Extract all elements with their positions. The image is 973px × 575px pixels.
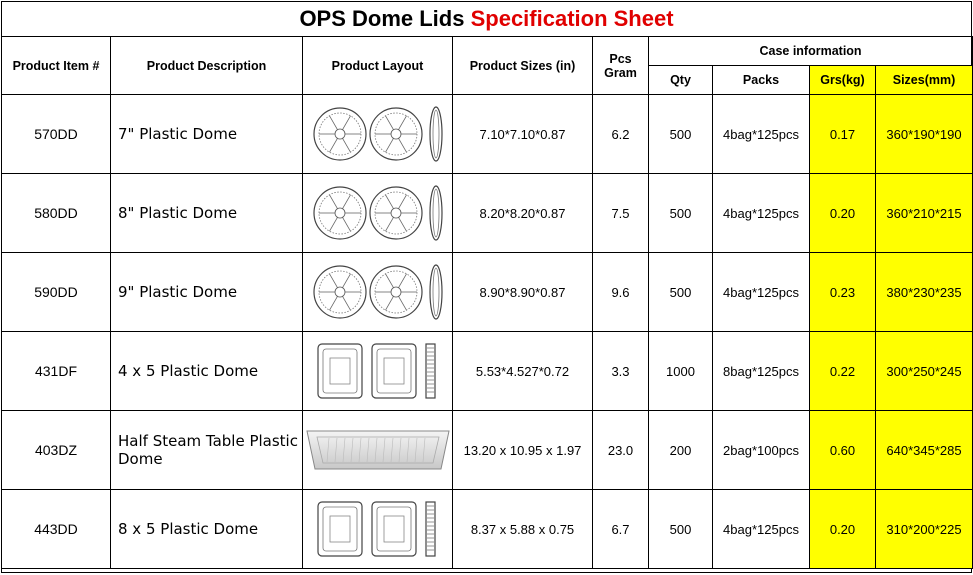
header-item: Product Item #: [2, 37, 111, 95]
case-packs: 8bag*125pcs: [713, 332, 810, 411]
page-title: [2, 2, 971, 37]
header-layout: Product Layout: [303, 37, 453, 95]
pcs-gram: 6.7: [593, 490, 649, 569]
product-sizes: 5.53*4.527*0.72: [453, 332, 593, 411]
product-item: 590DD: [2, 253, 111, 332]
case-grs: 0.23: [810, 253, 876, 332]
product-item: 403DZ: [2, 411, 111, 490]
case-grs: 0.17: [810, 95, 876, 174]
case-sizes-mm: 360*210*215: [876, 174, 973, 253]
product-layout: [303, 411, 453, 490]
product-layout: [303, 174, 453, 253]
case-sizes-mm: 640*345*285: [876, 411, 973, 490]
round-dome-icon: [305, 99, 450, 169]
product-description: Half Steam Table Plastic Dome: [111, 411, 303, 490]
case-packs: 4bag*125pcs: [713, 253, 810, 332]
product-item: 570DD: [2, 95, 111, 174]
pcs-gram: 7.5: [593, 174, 649, 253]
case-sizes-mm: 310*200*225: [876, 490, 973, 569]
case-packs: 4bag*125pcs: [713, 490, 810, 569]
product-sizes: 7.10*7.10*0.87: [453, 95, 593, 174]
header-pcs-gram: Pcs Gram: [593, 37, 649, 95]
case-grs: 0.20: [810, 490, 876, 569]
pcs-gram: 6.2: [593, 95, 649, 174]
case-sizes-mm: 300*250*245: [876, 332, 973, 411]
round-dome-icon: [305, 257, 450, 327]
header-sizes: Product Sizes (in): [453, 37, 593, 95]
case-grs: 0.60: [810, 411, 876, 490]
product-sizes: 8.37 x 5.88 x 0.75: [453, 490, 593, 569]
pcs-gram: 3.3: [593, 332, 649, 411]
product-item: 431DF: [2, 332, 111, 411]
table-row: [2, 490, 973, 569]
case-qty: 200: [649, 411, 713, 490]
product-description: 4 x 5 Plastic Dome: [111, 332, 303, 411]
header-packs: Packs: [713, 66, 810, 95]
case-packs: 4bag*125pcs: [713, 95, 810, 174]
table-row: [2, 332, 973, 411]
table-row: [2, 411, 973, 490]
product-layout: [303, 332, 453, 411]
product-description: 8" Plastic Dome: [111, 174, 303, 253]
product-item: 443DD: [2, 490, 111, 569]
spec-table: [1, 36, 973, 569]
case-qty: 500: [649, 490, 713, 569]
product-description: 8 x 5 Plastic Dome: [111, 490, 303, 569]
product-layout: [303, 253, 453, 332]
case-qty: 500: [649, 253, 713, 332]
case-sizes-mm: 360*190*190: [876, 95, 973, 174]
product-sizes: 8.90*8.90*0.87: [453, 253, 593, 332]
pcs-gram: 9.6: [593, 253, 649, 332]
product-description: 7" Plastic Dome: [111, 95, 303, 174]
header-qty: Qty: [649, 66, 713, 95]
product-description: 9" Plastic Dome: [111, 253, 303, 332]
case-qty: 1000: [649, 332, 713, 411]
pcs-gram: 23.0: [593, 411, 649, 490]
case-packs: 4bag*125pcs: [713, 174, 810, 253]
title-main: OPS Dome Lids: [299, 6, 471, 31]
header-case-info: Case information: [649, 37, 973, 66]
header-description: Product Description: [111, 37, 303, 95]
product-layout: [303, 95, 453, 174]
header-grs: Grs(kg): [810, 66, 876, 95]
spec-sheet: [1, 1, 972, 573]
table-row: [2, 95, 973, 174]
rect-dome-icon: [305, 494, 450, 564]
case-qty: 500: [649, 174, 713, 253]
round-dome-icon: [305, 178, 450, 248]
table-row: [2, 253, 973, 332]
product-layout: [303, 490, 453, 569]
product-item: 580DD: [2, 174, 111, 253]
case-qty: 500: [649, 95, 713, 174]
case-grs: 0.20: [810, 174, 876, 253]
rect-dome-icon: [305, 336, 450, 406]
table-row: [2, 174, 973, 253]
header-sizes-mm: Sizes(mm): [876, 66, 973, 95]
product-sizes: 13.20 x 10.95 x 1.97: [453, 411, 593, 490]
title-accent: Specification Sheet: [470, 6, 674, 31]
case-sizes-mm: 380*230*235: [876, 253, 973, 332]
case-grs: 0.22: [810, 332, 876, 411]
case-packs: 2bag*100pcs: [713, 411, 810, 490]
product-sizes: 8.20*8.20*0.87: [453, 174, 593, 253]
tray-dome-icon: [305, 423, 450, 477]
